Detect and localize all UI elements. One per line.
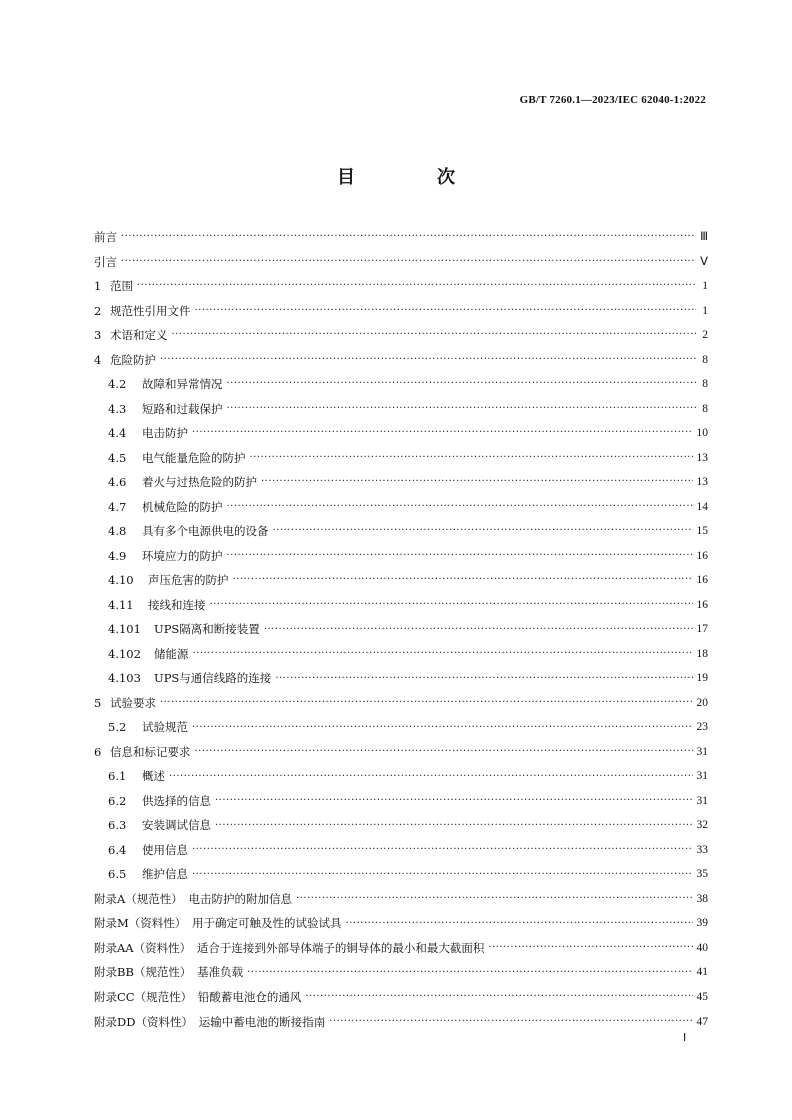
toc-entry-number: 4.6 (108, 475, 127, 490)
dot-leader (215, 789, 693, 813)
dot-leader (160, 348, 696, 372)
toc-entry-number: 4.9 (108, 548, 127, 563)
toc-entry-label: 附录A（规范性） 电击防护的附加信息 (94, 891, 293, 906)
standard-number: GB/T 7260.1—2023/IEC 62040-1:2022 (519, 94, 706, 106)
toc-entry[interactable] (94, 862, 708, 887)
toc-entry-label: 附录DD（资料性） 运输中蓄电池的断接指南 (94, 1014, 326, 1029)
toc-entry-number: 6.5 (108, 867, 127, 882)
toc-entry-page: 16 (696, 598, 708, 611)
dot-leader (137, 274, 696, 298)
dot-leader (250, 446, 693, 470)
dot-leader (233, 568, 693, 592)
toc-entry-number: 5.2 (108, 720, 127, 735)
toc-entry-page: 35 (696, 868, 708, 881)
toc-entry-label: 附录CC（规范性） 铅酸蓄电池仓的通风 (94, 989, 302, 1004)
toc-entry-label: 附录M（资料性） 用于确定可触及性的试验试具 (94, 916, 342, 931)
toc-entry-page: 20 (696, 696, 708, 709)
toc-entry-label: 安装调试信息 (142, 818, 211, 833)
toc-entry-label: 引言 (94, 254, 117, 269)
toc-entry[interactable] (94, 642, 708, 667)
toc-entry[interactable] (94, 421, 708, 446)
toc-entry-label: 电击防护 (142, 426, 188, 441)
toc-entry-page: 31 (696, 794, 708, 807)
toc-entry[interactable] (94, 764, 708, 789)
toc-entry[interactable] (94, 813, 708, 838)
toc-entry-page: 40 (696, 941, 708, 954)
toc-entry-label: 电气能量危险的防护 (142, 450, 246, 465)
dot-leader (195, 740, 693, 764)
dot-leader (247, 961, 692, 985)
toc-entry-number: 4.10 (108, 573, 134, 588)
toc-entry-number: 4.5 (108, 450, 127, 465)
toc-entry[interactable] (94, 740, 708, 765)
toc-entry-label: 供选择的信息 (142, 793, 211, 808)
toc-entry[interactable] (94, 887, 708, 912)
toc-entry-label: 着火与过热危险的防护 (142, 475, 257, 490)
table-of-contents (94, 225, 708, 1034)
toc-entry-label: 故障和异常情况 (142, 377, 223, 392)
toc-entry-label: 术语和定义 (110, 328, 168, 343)
toc-entry[interactable] (94, 617, 708, 642)
toc-entry-label: 使用信息 (142, 842, 188, 857)
toc-entry-number: 6.2 (108, 793, 127, 808)
dot-leader (305, 985, 692, 1009)
toc-entry-number: 4 (94, 352, 102, 367)
toc-entry-page: 15 (696, 525, 708, 538)
toc-entry-number: 6.1 (108, 769, 127, 784)
dot-leader (210, 593, 693, 617)
toc-entry[interactable] (94, 936, 708, 961)
toc-entry[interactable] (94, 348, 708, 373)
dot-leader (329, 1010, 692, 1034)
toc-entry-label: 附录BB（规范性） 基准负载 (94, 965, 244, 980)
dot-leader (227, 544, 693, 568)
toc-entry[interactable] (94, 568, 708, 593)
dot-leader (227, 495, 693, 519)
dot-leader (192, 838, 693, 862)
toc-entry-number: 6.3 (108, 818, 127, 833)
toc-entry-label: 试验要求 (110, 695, 156, 710)
dot-leader (346, 912, 693, 936)
toc-entry-page: 1 (702, 280, 708, 293)
toc-entry-page: 8 (702, 402, 708, 415)
toc-entry-label: 危险防护 (110, 352, 156, 367)
toc-entry-number: 4.4 (108, 426, 127, 441)
toc-entry-label: 储能源 (154, 646, 189, 661)
toc-entry-label: 信息和标记要求 (110, 744, 191, 759)
toc-entry-label: 具有多个电源供电的设备 (142, 524, 269, 539)
toc-entry-label: 概述 (142, 769, 165, 784)
toc-entry-label: 短路和过载保护 (142, 401, 223, 416)
toc-entry[interactable] (94, 911, 708, 936)
toc-entry[interactable] (94, 446, 708, 471)
toc-entry-number: 5 (94, 695, 102, 710)
toc-entry-number: 2 (94, 303, 102, 318)
toc-entry[interactable] (94, 985, 708, 1010)
toc-entry-page: 31 (696, 745, 708, 758)
dot-leader (273, 519, 693, 543)
toc-entry-page: 2 (702, 329, 708, 342)
toc-entry[interactable] (94, 960, 708, 985)
toc-entry-page: 16 (696, 549, 708, 562)
toc-entry-page: 47 (696, 1015, 708, 1028)
toc-entry[interactable] (94, 838, 708, 863)
toc-entry[interactable] (94, 715, 708, 740)
toc-entry-page: 32 (696, 819, 708, 832)
toc-entry[interactable] (94, 250, 708, 275)
dot-leader (296, 887, 692, 911)
toc-entry-number: 1 (94, 279, 102, 294)
dot-leader (227, 372, 697, 396)
dot-leader (192, 863, 693, 887)
toc-entry-label: UPS与通信线路的连接 (154, 671, 272, 686)
dot-leader (261, 470, 693, 494)
toc-entry[interactable] (94, 1010, 708, 1035)
toc-entry-page: 41 (696, 966, 708, 979)
dot-leader (192, 716, 693, 740)
toc-entry[interactable] (94, 495, 708, 520)
dot-leader (192, 421, 693, 445)
toc-entry-page: 17 (696, 623, 708, 636)
toc-entry-number: 4.2 (108, 377, 127, 392)
toc-entry[interactable] (94, 397, 708, 422)
toc-entry-number: 4.7 (108, 499, 127, 514)
toc-entry-page: 38 (696, 892, 708, 905)
toc-entry-page: Ⅲ (700, 231, 708, 243)
dot-leader (227, 397, 697, 421)
toc-entry-page: 14 (696, 500, 708, 513)
toc-entry-label: 前言 (94, 230, 117, 244)
toc-entry-page: 39 (696, 917, 708, 930)
toc-entry-page: 10 (696, 427, 708, 440)
toc-entry-page: 8 (702, 353, 708, 366)
toc-entry-number: 4.8 (108, 524, 127, 539)
toc-entry-label: 规范性引用文件 (110, 303, 191, 318)
dot-leader (193, 642, 693, 666)
toc-entry-label: 接线和连接 (148, 597, 206, 612)
dot-leader (215, 814, 693, 838)
toc-entry-page: 23 (696, 721, 708, 734)
toc-entry-number: 3 (94, 328, 102, 343)
toc-entry[interactable] (94, 544, 708, 569)
page-number: Ⅰ (683, 1032, 687, 1044)
toc-entry-page: Ⅴ (700, 255, 708, 268)
dot-leader (169, 765, 693, 789)
toc-entry-label: 附录AA（资料性） 适合于连接到外部导体端子的铜导体的最小和最大截面积 (94, 940, 485, 955)
toc-entry[interactable] (94, 593, 708, 618)
toc-entry-page: 19 (696, 672, 708, 685)
toc-entry-page: 31 (696, 770, 708, 783)
toc-entry-page: 1 (702, 304, 708, 317)
toc-entry-page: 16 (696, 574, 708, 587)
toc-entry[interactable] (94, 470, 708, 495)
toc-entry-label: 声压危害的防护 (148, 573, 229, 588)
dot-leader (275, 667, 692, 691)
toc-entry-label: 范围 (110, 279, 133, 294)
toc-entry[interactable] (94, 274, 708, 299)
toc-entry[interactable] (94, 789, 708, 814)
toc-entry-number: 4.103 (108, 671, 141, 686)
toc-entry-label: 环境应力的防护 (142, 548, 223, 563)
toc-entry[interactable] (94, 372, 708, 397)
toc-entry[interactable] (94, 666, 708, 691)
toc-entry-label: 维护信息 (142, 867, 188, 882)
dot-leader (172, 323, 697, 347)
toc-entry[interactable] (94, 519, 708, 544)
toc-entry-label: 机械危险的防护 (142, 499, 223, 514)
toc-entry-page: 45 (696, 990, 708, 1003)
page-title: 目 次 (337, 167, 487, 188)
toc-entry-number: 6.4 (108, 842, 127, 857)
dot-leader (121, 225, 696, 249)
toc-entry-number: 6 (94, 744, 102, 759)
dot-leader (195, 299, 697, 323)
toc-entry-page: 33 (696, 843, 708, 856)
toc-entry-number: 4.11 (108, 597, 134, 612)
toc-entry[interactable] (94, 691, 708, 716)
toc-entry-number: 4.102 (108, 646, 141, 661)
toc-entry-label: 试验规范 (142, 720, 188, 735)
dot-leader (488, 936, 692, 960)
toc-entry-page: 8 (702, 378, 708, 391)
dot-leader (121, 250, 696, 274)
dot-leader (264, 618, 693, 642)
toc-entry[interactable] (94, 323, 708, 348)
toc-entry-label: UPS隔离和断接装置 (154, 622, 260, 637)
dot-leader (160, 691, 693, 715)
toc-entry-page: 13 (696, 476, 708, 489)
toc-entry-page: 13 (696, 451, 708, 464)
toc-entry[interactable] (94, 299, 708, 324)
toc-entry-number: 4.3 (108, 401, 127, 416)
toc-entry[interactable] (94, 225, 708, 250)
toc-entry-page: 18 (696, 647, 708, 660)
toc-entry-number: 4.101 (108, 622, 141, 637)
